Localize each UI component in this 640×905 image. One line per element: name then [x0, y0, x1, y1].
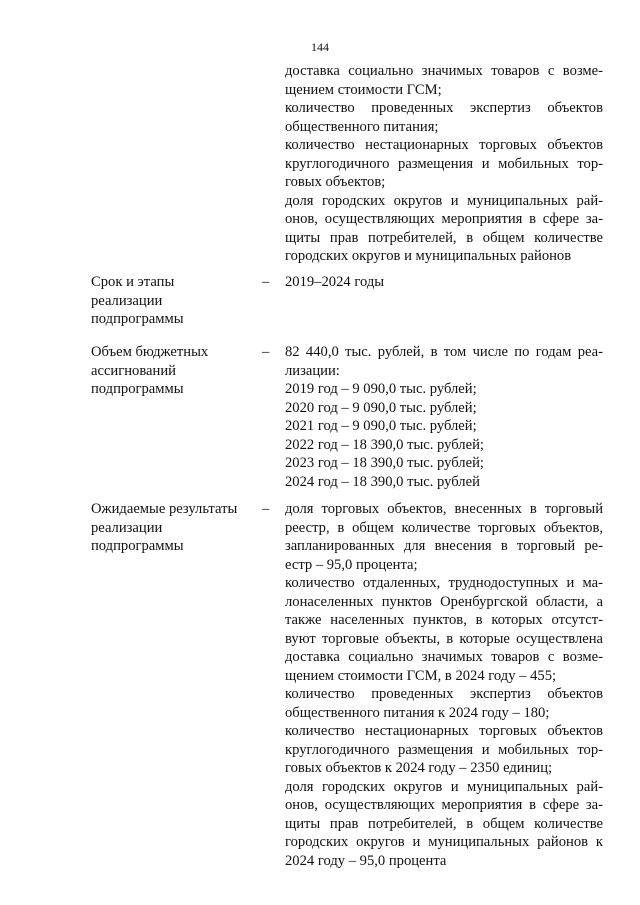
- text-line: щением стоимости ГСМ;: [285, 81, 442, 98]
- label-line: подпрограммы: [91, 381, 184, 397]
- label-line: Срок и этапы: [91, 274, 175, 290]
- text-line: говых объектов к 2024 году – 2350 единиц;: [285, 760, 553, 776]
- text-line: количество нестационарных торговых объектов: [285, 137, 603, 153]
- row-dash: –: [262, 274, 270, 290]
- row-content: [285, 343, 603, 491]
- label-line: подпрограммы: [91, 538, 184, 554]
- text-line: 2019 год – 9 090,0 тыс. рублей;: [285, 381, 477, 397]
- label-line: Ожидаемые результаты: [91, 501, 238, 517]
- row-dash: –: [262, 344, 270, 360]
- text-line: онов, осуществляющих мероприятия в сфере за-: [285, 211, 603, 227]
- row-dash: –: [262, 501, 270, 517]
- text-line: городских округов и муниципальных районов: [285, 248, 572, 264]
- row-label: [91, 273, 251, 329]
- row-content: [285, 500, 603, 870]
- label-line: ассигнований: [91, 362, 176, 379]
- page-number: 144: [311, 40, 329, 54]
- text-line: доля торговых объектов, внесенных в торговый: [285, 501, 603, 517]
- text-line: 2022 год – 18 390,0 тыс. рублей;: [285, 436, 484, 453]
- label-line: Объем бюджетных: [91, 344, 209, 360]
- label-line: подпрограммы: [91, 311, 184, 327]
- text-line: 2020 год – 9 090,0 тыс. рублей;: [285, 399, 477, 416]
- text-line: 2024 год – 18 390,0 тыс. рублей: [285, 473, 480, 490]
- text-line: щиты прав потребителей, в общем количестве: [285, 229, 603, 246]
- text-line: 2019–2024 годы: [285, 274, 385, 290]
- text-line: количество нестационарных торговых объектов: [285, 723, 603, 739]
- text-line: доставка социально значимых товаров с возме-: [285, 63, 603, 79]
- text-line: также населенных пунктов, в которых отсутст-: [285, 612, 603, 628]
- label-line: реализации: [91, 292, 163, 309]
- text-line: естр – 95,0 процента;: [285, 556, 418, 573]
- text-line: щением стоимости ГСМ, в 2024 году – 455;: [285, 667, 557, 684]
- text-line: лизации:: [285, 362, 340, 379]
- text-line: круглогодичного размещения и мобильных тор-: [285, 741, 603, 758]
- text-line: доля городских округов и муниципальных рай-: [285, 778, 603, 795]
- row-label: [91, 500, 251, 556]
- row-label: [91, 343, 251, 399]
- text-line: количество проведенных экспертиз объектов: [285, 686, 603, 702]
- text-line: доставка социально значимых товаров с возме-: [285, 649, 603, 665]
- text-line: 82 440,0 тыс. рублей, в том числе по годам реа-: [285, 344, 603, 360]
- text-line: общественного питания к 2024 году – 180;: [285, 704, 550, 721]
- text-line: круглогодичного размещения и мобильных тор-: [285, 155, 603, 172]
- text-line: реестр, в общем количестве торговых объектов,: [285, 519, 603, 536]
- text-line: лонаселенных пунктов Оренбургской области, а: [285, 593, 603, 610]
- text-line: щиты прав потребителей, в общем количестве: [285, 815, 603, 832]
- label-line: реализации: [91, 519, 163, 536]
- continuation-content: [285, 62, 603, 266]
- text-line: 2021 год – 9 090,0 тыс. рублей;: [285, 418, 477, 434]
- text-line: 2024 году – 95,0 процента: [285, 852, 447, 869]
- text-line: количество проведенных экспертиз объектов: [285, 100, 603, 116]
- text-line: запланированных для внесения в торговый ре-: [285, 538, 603, 554]
- text-line: доля городских округов и муниципальных рай-: [285, 192, 603, 209]
- text-line: онов, осуществляющих мероприятия в сфере за-: [285, 797, 603, 813]
- row-content: [285, 273, 603, 292]
- text-line: 2023 год – 18 390,0 тыс. рублей;: [285, 455, 484, 471]
- text-line: общественного питания;: [285, 118, 439, 135]
- text-line: городских округов и муниципальных районов к: [285, 834, 603, 850]
- text-line: количество отдаленных, труднодоступных и ма-: [285, 575, 603, 591]
- text-line: вуют торговые объекты, в которые осуществлена: [285, 630, 603, 647]
- text-line: говых объектов;: [285, 174, 386, 190]
